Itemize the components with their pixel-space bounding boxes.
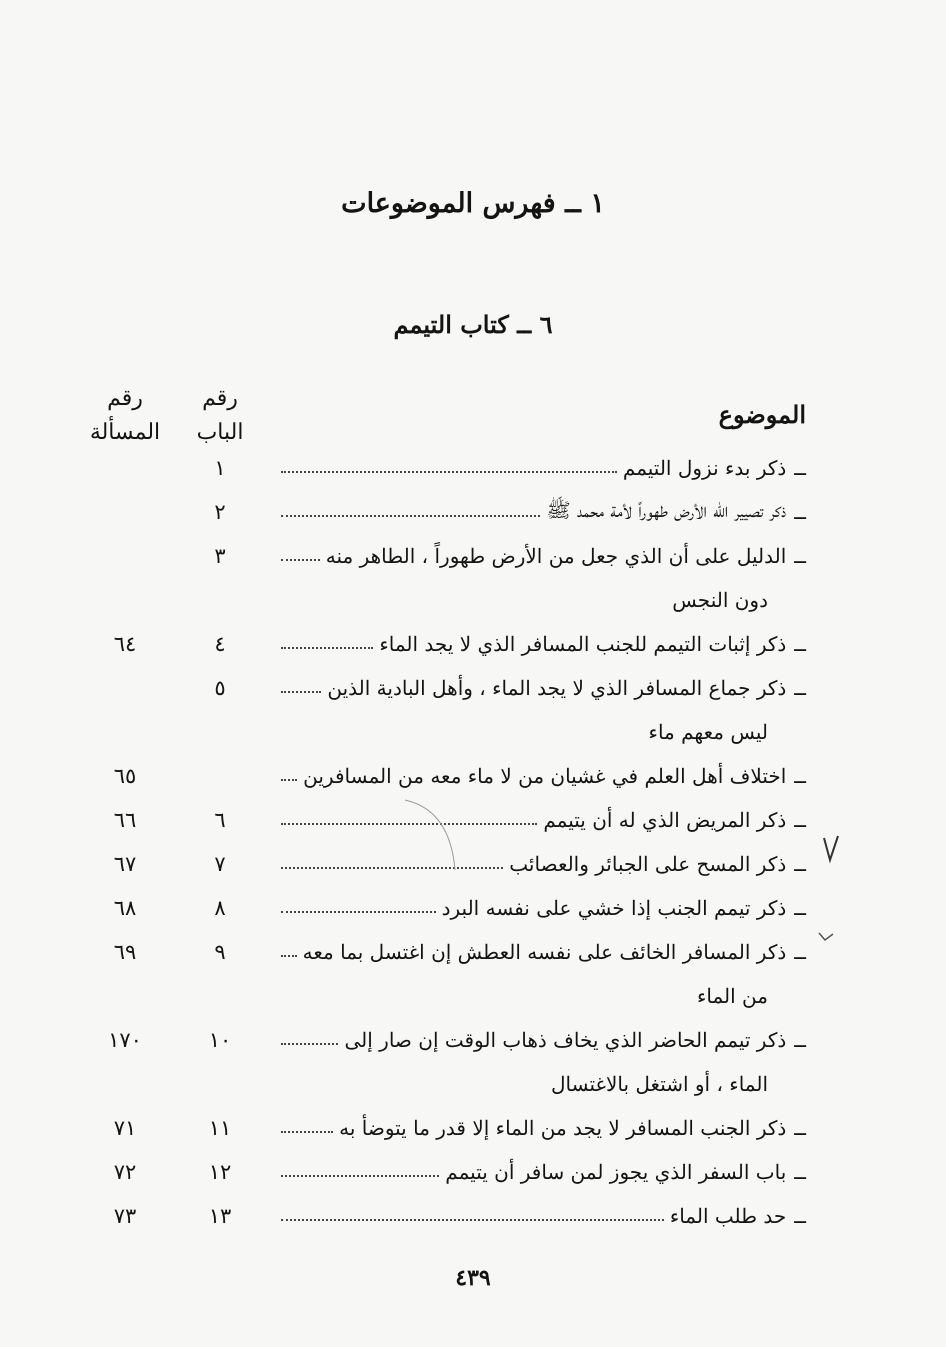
toc-continuation-row [0, 974, 946, 1018]
toc-continuation-row [0, 1062, 946, 1106]
entry-topic [281, 666, 806, 710]
toc-row [0, 754, 946, 798]
entry-text: ذكر إثبات التيمم للجنب المسافر الذي لا يجد الماء [379, 632, 787, 656]
leader-dots [281, 515, 540, 517]
entry-text: ذكر المريض الذي له أن يتيمم [543, 808, 787, 832]
entry-masala-number: ١٧٠ [108, 1028, 142, 1052]
entry-topic [281, 490, 806, 534]
toc-row [0, 886, 946, 930]
toc-row [0, 534, 946, 578]
entry-text: ذكر المسح على الجبائر والعصائب [509, 852, 787, 876]
toc-row [0, 1018, 946, 1062]
entry-text: ذكر تصيير الله الأرض طهوراً لأمة محمد ﷺ [546, 497, 787, 522]
entry-masala-number [80, 446, 170, 490]
entry-bab-number: ١٠ [208, 1028, 232, 1052]
entry-continuation: دون النجس [672, 588, 768, 612]
entry-bab-number: ١٢ [208, 1160, 232, 1184]
book-title: ٦ ــ كتاب التيمم [393, 310, 553, 339]
entry-text: باب السفر الذي يجوز لمن سافر أن يتيمم [445, 1160, 787, 1184]
entry-text: ذكر بدء نزول التيمم [622, 456, 787, 480]
entry-dash: ــ [794, 1028, 806, 1052]
leader-dots [281, 955, 297, 957]
toc-row [0, 446, 946, 490]
entry-topic [281, 798, 806, 842]
entry-masala-number [80, 666, 170, 710]
leader-dots [281, 779, 297, 781]
leader-dots [281, 1043, 338, 1045]
entry-dash: ــ [794, 808, 806, 832]
leader-dots [281, 1219, 664, 1221]
entry-topic [281, 622, 806, 666]
entry-dash: ــ [794, 1160, 806, 1184]
entry-dash: ــ [794, 500, 806, 524]
entry-topic [281, 930, 806, 974]
entry-text: ذكر تيمم الجنب إذا خشي على نفسه البرد [441, 896, 787, 920]
entry-topic [281, 886, 806, 930]
entry-topic [281, 1194, 806, 1238]
entry-text: ذكر تيمم الحاضر الذي يخاف ذهاب الوقت إن صار إلى [344, 1028, 787, 1052]
entry-bab-number: ٣ [214, 544, 226, 568]
entry-bab-number: ٧ [214, 852, 226, 876]
entry-text: ذكر المسافر الخائف على نفسه العطش إن اغتسل بما معه [302, 940, 787, 964]
pencil-stroke-mark [400, 790, 470, 880]
entry-bab-number: ٦ [214, 808, 226, 832]
entry-topic [281, 1018, 806, 1062]
entry-bab-number [175, 754, 265, 798]
entry-text: اختلاف أهل العلم في غشيان من لا ماء معه من المسافرين [303, 764, 787, 788]
entry-dash: ــ [794, 1204, 806, 1228]
toc-continuation-row [0, 710, 946, 754]
leader-dots [281, 1131, 333, 1133]
entry-masala-number: ٧٢ [113, 1160, 137, 1184]
entry-bab-number: ٢ [214, 500, 226, 524]
header-bab-line-1: رقم [202, 386, 238, 411]
entry-dash: ــ [794, 940, 806, 964]
entry-text: ذكر الجنب المسافر لا يجد من الماء إلا قدر ما يتوضأ به [339, 1116, 787, 1140]
entry-masala-number: ٦٧ [113, 852, 137, 876]
entry-masala-number: ٦٥ [113, 764, 137, 788]
entry-dash: ــ [794, 632, 806, 656]
toc-row [0, 1106, 946, 1150]
entry-text: الدليل على أن الذي جعل من الأرض طهوراً ، الطاهر منه [325, 544, 787, 568]
toc-continuation-row [0, 578, 946, 622]
entry-masala-number: ٧١ [113, 1116, 137, 1140]
entry-bab-number: ٨ [214, 896, 226, 920]
entry-topic [281, 446, 806, 490]
entry-topic [281, 842, 806, 886]
page-number: ٤٣٩ [455, 1265, 491, 1291]
entry-dash: ــ [794, 676, 806, 700]
entry-bab-number: ١ [214, 456, 226, 480]
entry-masala-number: ٦٤ [113, 632, 137, 656]
main-title: ١ ــ فهرس الموضوعات [341, 188, 605, 219]
toc-row [0, 666, 946, 710]
entry-masala-number [80, 490, 170, 534]
entry-masala-number: ٦٦ [113, 808, 137, 832]
entry-continuation: ليس معهم ماء [648, 720, 768, 744]
toc-row [0, 1194, 946, 1238]
entry-dash: ــ [794, 896, 806, 920]
header-masala-line-1: رقم [107, 386, 143, 411]
entry-masala-number: ٧٣ [113, 1204, 137, 1228]
entry-topic [281, 534, 806, 578]
leader-dots [281, 911, 436, 913]
pencil-tick-mark-icon [818, 832, 842, 866]
entry-text: ذكر جماع المسافر الذي لا يجد الماء ، وأهل البادية الذين [327, 676, 787, 700]
entry-text: حد طلب الماء [669, 1204, 787, 1228]
entry-bab-number: ١٣ [208, 1204, 232, 1228]
entry-masala-number: ٦٩ [113, 940, 137, 964]
entry-topic [281, 1150, 806, 1194]
leader-dots [281, 647, 373, 649]
header-topic: الموضوع [718, 400, 806, 429]
entry-dash: ــ [794, 1116, 806, 1140]
header-bab-line-2: الباب [196, 420, 244, 445]
header-masala-number [80, 382, 170, 450]
entry-topic [281, 1106, 806, 1150]
entry-dash: ــ [794, 852, 806, 876]
entry-masala-number: ٦٨ [113, 896, 137, 920]
header-bab-number [175, 382, 265, 450]
entry-bab-number: ٤ [214, 632, 226, 656]
entry-bab-number: ٩ [214, 940, 226, 964]
header-masala-line-2: المسألة [89, 420, 161, 445]
entry-dash: ــ [794, 456, 806, 480]
toc-row [0, 930, 946, 974]
check-mark-icon [816, 928, 836, 944]
toc-row [0, 1150, 946, 1194]
toc-row [0, 798, 946, 842]
entry-dash: ــ [794, 764, 806, 788]
entry-continuation: من الماء [696, 984, 768, 1008]
entry-bab-number: ١١ [208, 1116, 232, 1140]
leader-dots [281, 559, 320, 561]
toc-row [0, 622, 946, 666]
entry-topic [281, 754, 806, 798]
entry-masala-number [80, 534, 170, 578]
leader-dots [281, 471, 617, 473]
entry-dash: ــ [794, 544, 806, 568]
entry-continuation: الماء ، أو اشتغل بالاغتسال [551, 1072, 768, 1096]
toc-row [0, 842, 946, 886]
leader-dots [281, 1175, 439, 1177]
leader-dots [281, 691, 321, 693]
entry-bab-number: ٥ [214, 676, 226, 700]
toc-row [0, 490, 946, 534]
